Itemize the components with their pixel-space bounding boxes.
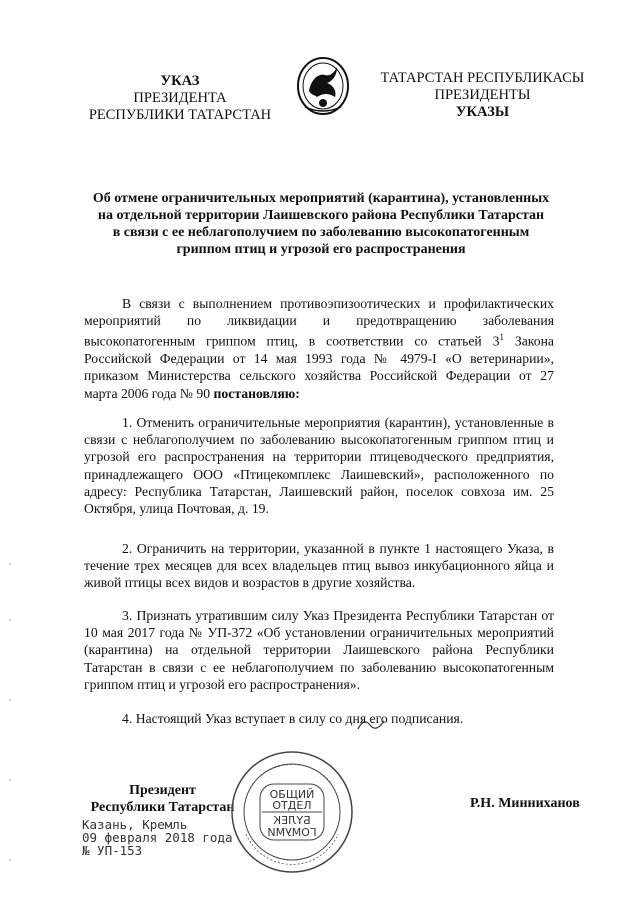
footer-number: № УП-153 (82, 843, 143, 858)
title-line: Об отмене ограничительных мероприятий (карантина), установленных (92, 191, 550, 206)
footer-date: 09 февраля 2018 года (82, 830, 233, 845)
decree-item-3: 3. Признать утратившим силу Указ Президента Республики Татарстан от 10 мая 2017 года № УП-372 «Об установлении ограничительных мероприятий (карантина) на отдельной территории Лаишевского района Республики Татарстан в связи с ее неблагополучием по заболеванию высокопатогенным гриппом птиц и угрозой его распространения». (84, 608, 554, 692)
signature-title-line1: Президент (129, 783, 196, 798)
decree-item-2: 2. Ограничить на территории, указанной в пункте 1 настоящего Указа, в течение трех месяцев для всех владельцев птиц вывоз инкубационного яйца и живой птицы всех видов и возрастов в другие хозяйства. (84, 541, 554, 591)
stamp-line2: ОТДЕЛ (272, 799, 312, 812)
decree-item-1: 1. Отменить ограничительные мероприятия (карантин), установленные в связи с неблагополучием по заболеванию высокопатогенным гриппом птиц и угрозой его распространения на территории птицеводческого предприятия, принадлежащего ООО «Птицекомплекс Лаишевский», расположенного по адресу: Республика Татарстан, Лаишевский район, поселок совхоза им. 25 Октября, улица Почтовая, д. 19. (84, 415, 554, 517)
preamble-text-2: Закона Российской Федерации от 14 мая 1993 года № 4979-I «О ветеринарии», приказом Министерства сельского хозяйства Российской Федерации от 27 марта 2006 года № 90 (84, 333, 554, 401)
signature-title-line2: Республики Татарстан (90, 800, 235, 815)
header-left (80, 73, 280, 124)
handwritten-mark-icon (356, 715, 388, 733)
official-stamp-icon (228, 748, 356, 876)
header-right-line1: ТАТАРСТАН РЕСПУБЛИКАСЫ (380, 70, 585, 86)
signature-title (90, 782, 235, 816)
preamble-paragraph (84, 295, 554, 402)
coat-of-arms-icon (295, 55, 351, 117)
preamble-superscript: 1 (499, 332, 504, 343)
decree-item-4: 4. Настоящий Указ вступает в силу со дня его подписания. (122, 711, 464, 726)
header-right-line3: УКАЗЫ (455, 104, 510, 120)
header-left-line3: РЕСПУБЛИКИ ТАТАРСТАН (88, 107, 272, 123)
stamp-line4: БҮЛЕК (273, 814, 311, 827)
preamble-end: : (295, 385, 300, 401)
header-right (370, 70, 595, 121)
scan-margin-dots (8, 560, 12, 890)
stamp-line3: ГОМУМИ (267, 826, 317, 839)
header-right-line2: ПРЕЗИДЕНТЫ (434, 87, 531, 103)
stamp-line1: ОБЩИЙ (269, 788, 315, 801)
signature-name: Р.Н. Минниханов (470, 796, 580, 811)
title-line: в связи с ее неблагополучием по заболеванию высокопатогенным (112, 225, 530, 240)
footer-place: Казань, Кремль (82, 817, 188, 832)
title-line: на отдельной территории Лаишевского района Республики Татарстан (97, 208, 545, 223)
title-line: гриппом птиц и угрозой его распространения (176, 242, 466, 257)
preamble-keyword: постановляю (213, 385, 296, 401)
decree-title (80, 190, 562, 258)
header-left-line2: ПРЕЗИДЕНТА (133, 90, 227, 106)
header-left-line1: УКАЗ (160, 73, 200, 89)
preamble-text: В связи с выполнением противоэпизоотических и профилактических мероприятий по ликвидации и предотвращению заболевания высокопатогенным гриппом птиц, в соответствии со статьей 3 (84, 296, 554, 349)
